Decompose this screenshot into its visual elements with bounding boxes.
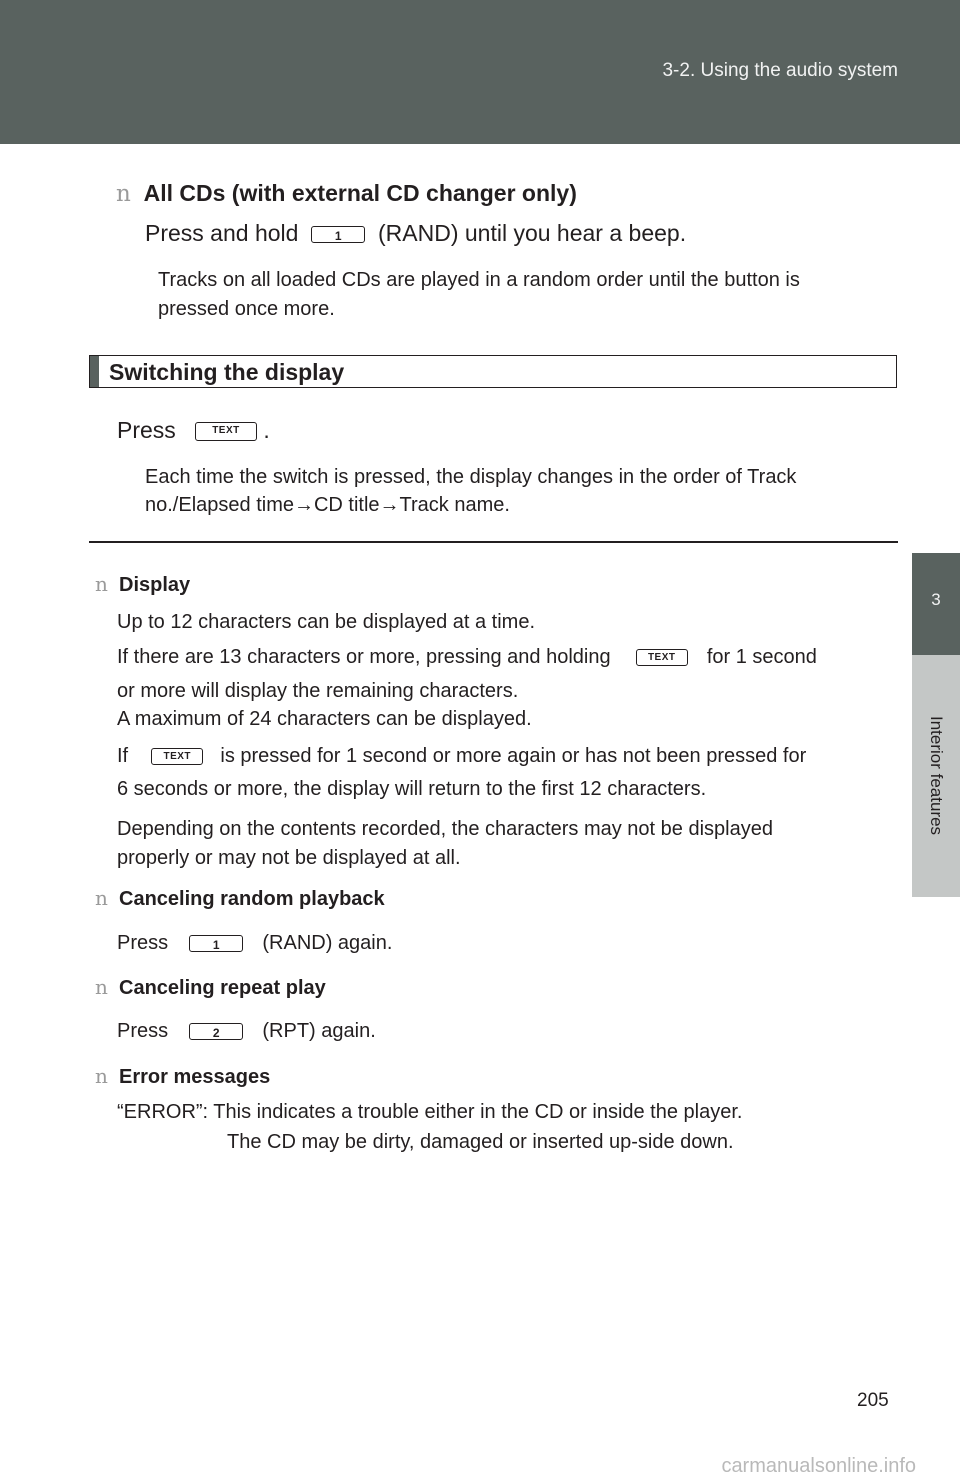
error-line2: The CD may be dirty, damaged or inserted up-side down. (227, 1131, 734, 1153)
all-cds-heading-row (116, 180, 577, 207)
section-title: 3-2. Using the audio system (662, 60, 898, 81)
all-cds-instruction: Press and hold 1 (RAND) until you hear a beep. (145, 220, 687, 246)
text-button-icon: TEXT (151, 748, 203, 765)
display-heading-row (95, 572, 190, 597)
display-line3: or more will display the remaining characters. (117, 680, 519, 702)
bullet-icon: n (95, 572, 108, 596)
bullet-icon: n (95, 886, 108, 910)
section-heading: Switching the display (109, 359, 345, 385)
error-heading: Error messages (119, 1066, 271, 1088)
text-button-icon: TEXT (195, 422, 257, 441)
display-line7: Depending on the contents recorded, the characters may not be displayed (117, 818, 773, 840)
switching-press-line: Press TEXT . (117, 417, 270, 443)
watermark: carmanualsonline.info (721, 1455, 916, 1477)
cancel-repeat-heading-row (95, 975, 326, 1000)
section-heading-bar (89, 355, 897, 388)
display-line4: A maximum of 24 characters can be displayed. (117, 708, 532, 730)
cancel-repeat-heading: Canceling repeat play (119, 977, 326, 999)
display-line2: If there are 13 characters or more, pressing and holding TEXT for 1 second (117, 646, 817, 668)
error-line1: “ERROR”: This indicates a trouble either in the CD or inside the player. (117, 1101, 743, 1123)
display-line5: If TEXT is pressed for 1 second or more again or has not been pressed for (117, 745, 807, 767)
bullet-icon: n (116, 181, 131, 207)
all-cds-note-line1: Tracks on all loaded CDs are played in a random order until the button is (158, 269, 800, 291)
button-2-icon: 2 (189, 1023, 243, 1040)
cancel-repeat-press-line: Press 2 (RPT) again. (117, 1020, 376, 1042)
button-1-icon: 1 (189, 935, 243, 952)
all-cds-note-line2: pressed once more. (158, 298, 335, 320)
button-1-icon: 1 (311, 226, 365, 243)
display-line1: Up to 12 characters can be displayed at a time. (117, 611, 536, 633)
cancel-random-heading: Canceling random playback (119, 888, 385, 910)
cancel-random-heading-row (95, 886, 385, 911)
display-line8: properly or may not be displayed at all. (117, 847, 461, 869)
divider (89, 541, 898, 543)
bullet-icon: n (95, 975, 108, 999)
all-cds-heading: All CDs (with external CD changer only) (143, 180, 577, 206)
bullet-icon: n (95, 1064, 108, 1088)
switching-note-line2: no./Elapsed time→CD title→Track name. (145, 494, 510, 516)
chapter-title: Interior features (927, 716, 946, 836)
section-accent (90, 356, 99, 387)
display-heading: Display (119, 574, 191, 596)
text-button-icon: TEXT (636, 649, 688, 666)
cancel-random-press-line: Press 1 (RAND) again. (117, 932, 393, 954)
switching-note-line1: Each time the switch is pressed, the display changes in the order of Track (145, 466, 797, 488)
error-heading-row (95, 1064, 270, 1089)
page-number: 205 (857, 1390, 889, 1411)
display-line6: 6 seconds or more, the display will return to the first 12 characters. (117, 778, 707, 800)
chapter-number: 3 (931, 590, 941, 609)
